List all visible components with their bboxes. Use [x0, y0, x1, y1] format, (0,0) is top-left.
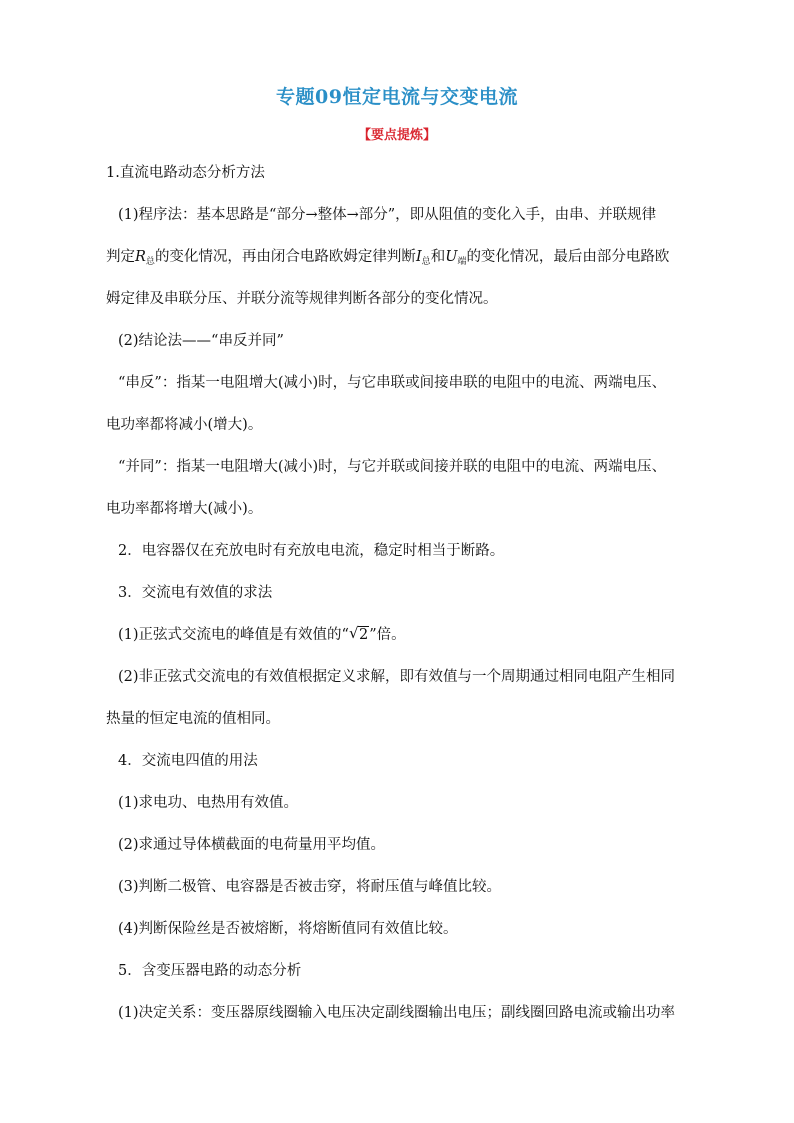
section-2-heading: 2．电容器仅在充放电时有充放电电流，稳定时相当于断路。 [118, 543, 505, 559]
sqrt-expression: √ 2 [348, 624, 369, 643]
paragraph-conclusion-method: (2)结论法——“串反并同” [118, 333, 284, 349]
paragraph-four-values-4: (4)判断保险丝是否被熔断，将熔断值同有效值比较。 [118, 921, 458, 937]
paragraph-chuanfan-1: “串反”：指某一电阻增大(减小)时，与它串联或间接串联的电阻中的电流、两端电压、 [118, 375, 667, 391]
section-3-heading: 3．交流电有效值的求法 [118, 585, 273, 601]
section-label: 【要点提炼】 [357, 128, 436, 143]
page-title: 专题09恒定电流与交变电流 [276, 86, 518, 108]
paragraph-sine-peak: (1)正弦式交流电的峰值是有效值的“ √ 2”倍。 [118, 624, 406, 643]
paragraph-nonsine-2: 热量的恒定电流的值相同。 [106, 711, 280, 727]
section-5-heading: 5．含变压器电路的动态分析 [118, 963, 302, 979]
symbol-U: U [445, 249, 458, 265]
paragraph-four-values-3: (3)判断二极管、电容器是否被击穿，将耐压值与峰值比较。 [118, 879, 502, 895]
section-1-heading: 1.直流电路动态分析方法 [106, 165, 265, 181]
paragraph-procedure-1: (1)程序法：基本思路是“部分→整体→部分”，即从阻值的变化入手，由串、并联规律 [118, 207, 657, 223]
section-4-heading: 4．交流电四值的用法 [118, 753, 258, 769]
paragraph-four-values-2: (2)求通过导体横截面的电荷量用平均值。 [118, 837, 386, 853]
paragraph-bingtong-2: 电功率都将增大(减小)。 [106, 501, 263, 517]
symbol-R: R [135, 249, 146, 265]
paragraph-transformer-1: (1)决定关系：变压器原线圈输入电压决定副线圈输出电压；副线圈回路电流或输出功率 [118, 1005, 676, 1021]
paragraph-nonsine-1: (2)非正弦式交流电的有效值根据定义求解，即有效值与一个周期通过相同电阻产生相同 [118, 669, 676, 685]
paragraph-bingtong-1: “并同”：指某一电阻增大(减小)时，与它并联或间接并联的电阻中的电流、两端电压、 [118, 459, 667, 475]
paragraph-procedure-3: 姆定律及串联分压、并联分流等规律判断各部分的变化情况。 [106, 291, 498, 307]
paragraph-chuanfan-2: 电功率都将减小(增大)。 [106, 417, 263, 433]
symbol-I: I [415, 249, 422, 265]
paragraph-procedure-2: 判定$R_总$的变化情况，再由闭合电路欧姆定律判断$I_总$和$U_端$的变化情况，最后由部分电路欧 [106, 249, 670, 267]
paragraph-four-values-1: (1)求电功、电热用有效值。 [118, 795, 299, 811]
